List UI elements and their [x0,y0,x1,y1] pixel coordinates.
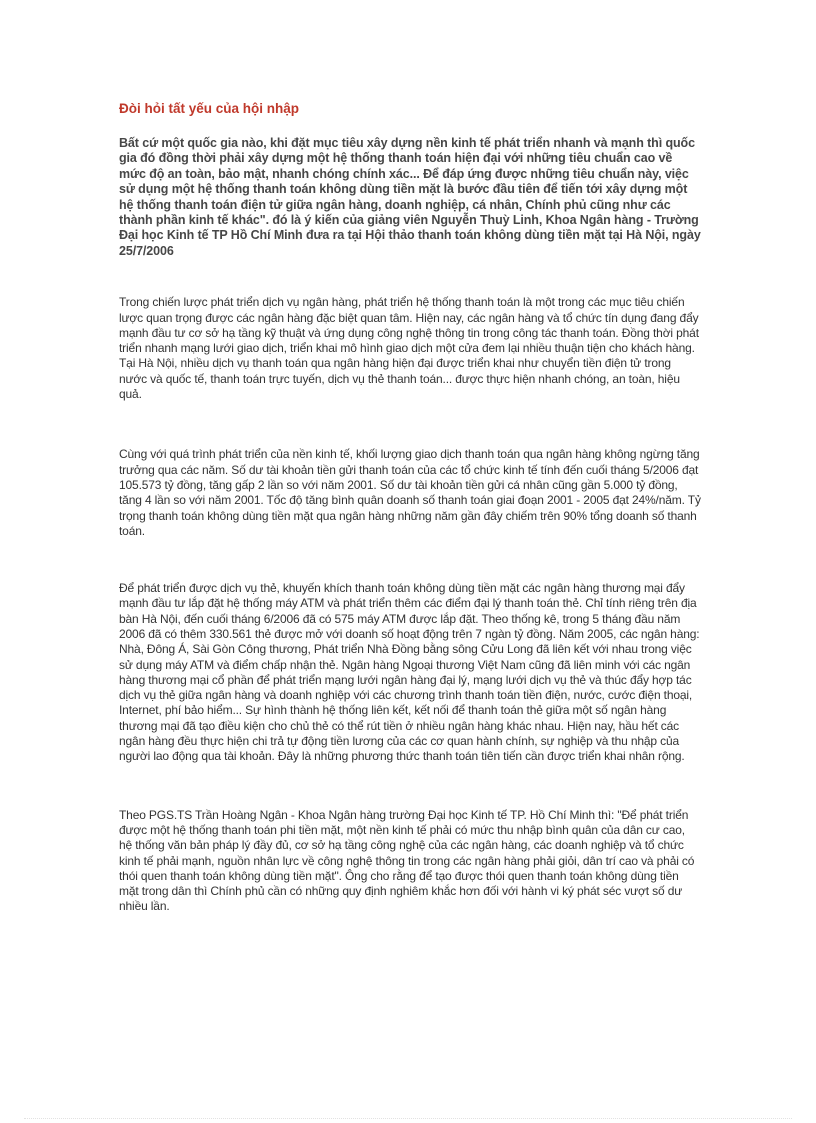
paragraph-4: Theo PGS.TS Trần Hoàng Ngân - Khoa Ngân hàng trường Đại học Kinh tế TP. Hồ Chí Minh thì: "Để phát triển được một hệ thống thanh toán phi tiền mặt, một nền kinh tế phải có mức thu nhập bình quân của dân cư cao, hệ thống văn bản pháp lý đầy đủ, cơ sở hạ tầng công nghệ của các ngân hàng, các doanh nghiệp và tổ chức kinh tế phải mạnh, nguồn nhân lực về công nghệ thông tin trong các ngân hàng phải giỏi, dân trí cao và phải có thói quen thanh toán không dùng tiền mặt". Ông cho rằng để tạo được thói quen thanh toán không dùng tiền mặt trong dân thì Chính phủ cần có những quy định nghiêm khắc hơn đối với hành vi ký phát séc vượt số dư nhiều lần. [119,807,695,914]
paragraph-3: Để phát triển được dịch vụ thẻ, khuyến khích thanh toán không dùng tiền mặt các ngân hàng thương mại đẩy mạnh đầu tư lắp đặt hệ thống máy ATM và phát triển thêm các điểm đại lý thanh toán thẻ. Chỉ tính riêng trên địa bàn Hà Nội, đến cuối tháng 6/2006 đã có 575 máy ATM được lắp đặt. Theo thống kê, trong 5 tháng đầu năm 2006 đã có thêm 330.561 thẻ được mở với doanh số hoạt động trên 7 ngàn tỷ đồng. Năm 2005, các ngân hàng: Nhà, Đông Á, Sài Gòn Công thương, Phát triển Nhà Đồng bằng sông Cửu Long đã liên kết với nhau trong việc sử dụng máy ATM và điểm chấp nhận thẻ. Ngân hàng Ngoại thương Việt Nam cũng đã liên minh với các ngân hàng thương mại cổ phần để phát triển mạng lưới ngân hàng đại lý, mạng lưới dịch vụ thẻ và thúc đẩy hợp tác dịch vụ thẻ giữa ngân hàng và doanh nghiệp với các chương trình thanh toán tiền điện, nước, cước điện thoại, Internet, phí bảo hiểm... Sự hình thành hệ thống liên kết, kết nối để thanh toán thẻ giữa một số ngân hàng thương mại đã tạo điều kiện cho chủ thẻ có thể rút tiền ở nhiều ngân hàng khác nhau. Hiện nay, hầu hết các ngân hàng đều thực hiện chi trả tự động tiền lương của các cơ quan hành chính, sự nghiệp và thu nhập của người lao động qua tài khoản. Đây là những phương thức thanh toán tiên tiến cần được triển khai nhân rộng. [119,581,700,764]
article [119,100,701,915]
paragraph-1: Trong chiến lược phát triển dịch vụ ngân hàng, phát triển hệ thống thanh toán là một trong các mục tiêu chiến lược quan trọng được các ngân hàng đặc biệt quan tâm. Hiện nay, các ngân hàng và tổ chức tín dụng đang đẩy mạnh đầu tư cơ sở hạ tầng kỹ thuật và ứng dụng công nghệ thông tin trong công tác thanh toán. Đồng thời phát triển nhanh mạng lưới giao dịch, triển khai mô hình giao dịch một cửa đem lại nhiều thuận tiện cho khách hàng. Tại Hà Nội, nhiều dịch vụ thanh toán qua ngân hàng hiện đại được triển khai như chuyển tiền điện tử trong nước và quốc tế, thanh toán trực tuyến, dịch vụ thẻ thanh toán... được thực hiện nhanh chóng, an toàn, hiệu quả. [119,295,699,402]
paragraph-2: Cùng với quá trình phát triển của nền kinh tế, khối lượng giao dịch thanh toán qua ngân hàng không ngừng tăng trưởng qua các năm. Số dư tài khoản tiền gửi thanh toán của các tổ chức kinh tế tính đến cuối tháng 5/2006 đạt 105.573 tỷ đồng, tăng gấp 2 lần so với năm 2001. Số dư tài khoản tiền gửi cá nhân cũng gần 5.000 tỷ đồng, tăng 4 lần so với năm 2001. Tốc độ tăng bình quân doanh số thanh toán giai đoạn 2001 - 2005 đạt 24%/năm. Tỷ trọng thanh toán không dùng tiền mặt qua ngân hàng những năm gần đây chiếm trên 90% tổng doanh số thanh toán. [119,447,701,538]
article-title: Đòi hỏi tất yếu của hội nhập [119,101,300,116]
article-lead: Bất cứ một quốc gia nào, khi đặt mục tiêu xây dựng nền kinh tế phát triển nhanh và mạnh thì quốc gia đó đồng thời phải xây dựng một hệ thống thanh toán hiện đại với những tiêu chuẩn cao về mức độ an toàn, bảo mật, nhanh chóng chính xác... Để đáp ứng được những tiêu chuẩn này, việc sử dụng một hệ thống thanh toán không dùng tiền mặt là bước đầu tiên để tiến tới xây dựng một hệ thống thanh toán điện tử giữa ngân hàng, doanh nghiệp, cá nhân, Chính phủ cũng như các thành phần kinh tế khác". đó là ý kiến của giảng viên Nguyễn Thuỳ Linh, Khoa Ngân hàng - Trường Đại học Kinh tế TP Hồ Chí Minh đưa ra tại Hội thảo thanh toán không dùng tiền mặt tại Hà Nội, ngày 25/7/2006 [119,136,701,258]
page-bottom-divider [24,1118,792,1119]
